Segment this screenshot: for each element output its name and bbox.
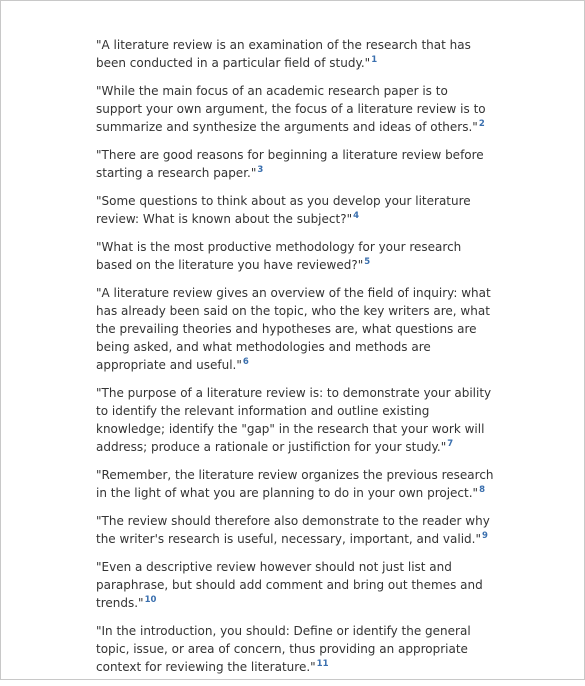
footnote-ref[interactable]: 1 <box>371 55 378 65</box>
quote-text: "Even a descriptive review however should not just list and paraphrase, but should add comment and bring out themes and trends." <box>96 560 483 610</box>
quote-9 <box>96 512 496 548</box>
quote-6 <box>96 284 496 374</box>
quote-5 <box>96 238 496 274</box>
quote-text: "Some questions to think about as you develop your literature review: What is known about the subject?" <box>96 194 471 226</box>
quote-text: "Remember, the literature review organizes the previous research in the light of what you are planning to do in your own project." <box>96 468 494 500</box>
quote-8 <box>96 466 496 502</box>
footnote-ref[interactable]: 10 <box>144 595 157 605</box>
quote-3 <box>96 146 496 182</box>
footnote-ref[interactable]: 8 <box>479 485 485 495</box>
footnote-ref[interactable]: 6 <box>242 357 249 367</box>
footnote-ref[interactable]: 7 <box>447 439 454 449</box>
quote-11 <box>96 622 496 676</box>
quote-7 <box>96 384 496 456</box>
footnote-ref[interactable]: 3 <box>257 165 264 175</box>
quote-text: "A literature review is an examination of the research that has been conducted in a particular field of study." <box>96 38 471 70</box>
footnote-ref[interactable]: 5 <box>364 257 371 267</box>
quote-text: "What is the most productive methodology for your research based on the literature you have reviewed?" <box>96 240 462 272</box>
quote-1 <box>96 36 496 72</box>
quote-text: "In the introduction, you should: Define or identify the general topic, issue, or area of concern, thus providing an appropriate context for reviewing the literature." <box>96 624 471 674</box>
quote-2 <box>96 82 496 136</box>
quote-10 <box>96 558 496 612</box>
quote-text: "A literature review gives an overview of the field of inquiry: what has already been said on the topic, who the key writers are, what the prevailing theories and hypotheses are, what questions are being asked, and what methodologies and methods are appropriate and useful." <box>96 286 491 372</box>
quote-text: "There are good reasons for beginning a literature review before starting a research paper." <box>96 148 484 180</box>
footnote-ref[interactable]: 9 <box>482 531 488 541</box>
quote-list <box>96 36 496 686</box>
quote-text: "The review should therefore also demonstrate to the reader why the writer's research is useful, necessary, important, and valid." <box>96 514 490 546</box>
quote-4 <box>96 192 496 228</box>
footnote-ref[interactable]: 4 <box>353 211 360 221</box>
quote-text: "While the main focus of an academic research paper is to support your own argument, the focus of a literature review is to summarize and synthesize the arguments and ideas of others." <box>96 84 486 134</box>
footnote-ref[interactable]: 11 <box>316 659 329 669</box>
footnote-ref[interactable]: 2 <box>478 119 485 129</box>
quote-text: "The purpose of a literature review is: to demonstrate your ability to identify the relevant information and outline existing knowledge; identify the "gap" in the research that your work will address; produce a rationale or justifiction for your study." <box>96 386 492 454</box>
